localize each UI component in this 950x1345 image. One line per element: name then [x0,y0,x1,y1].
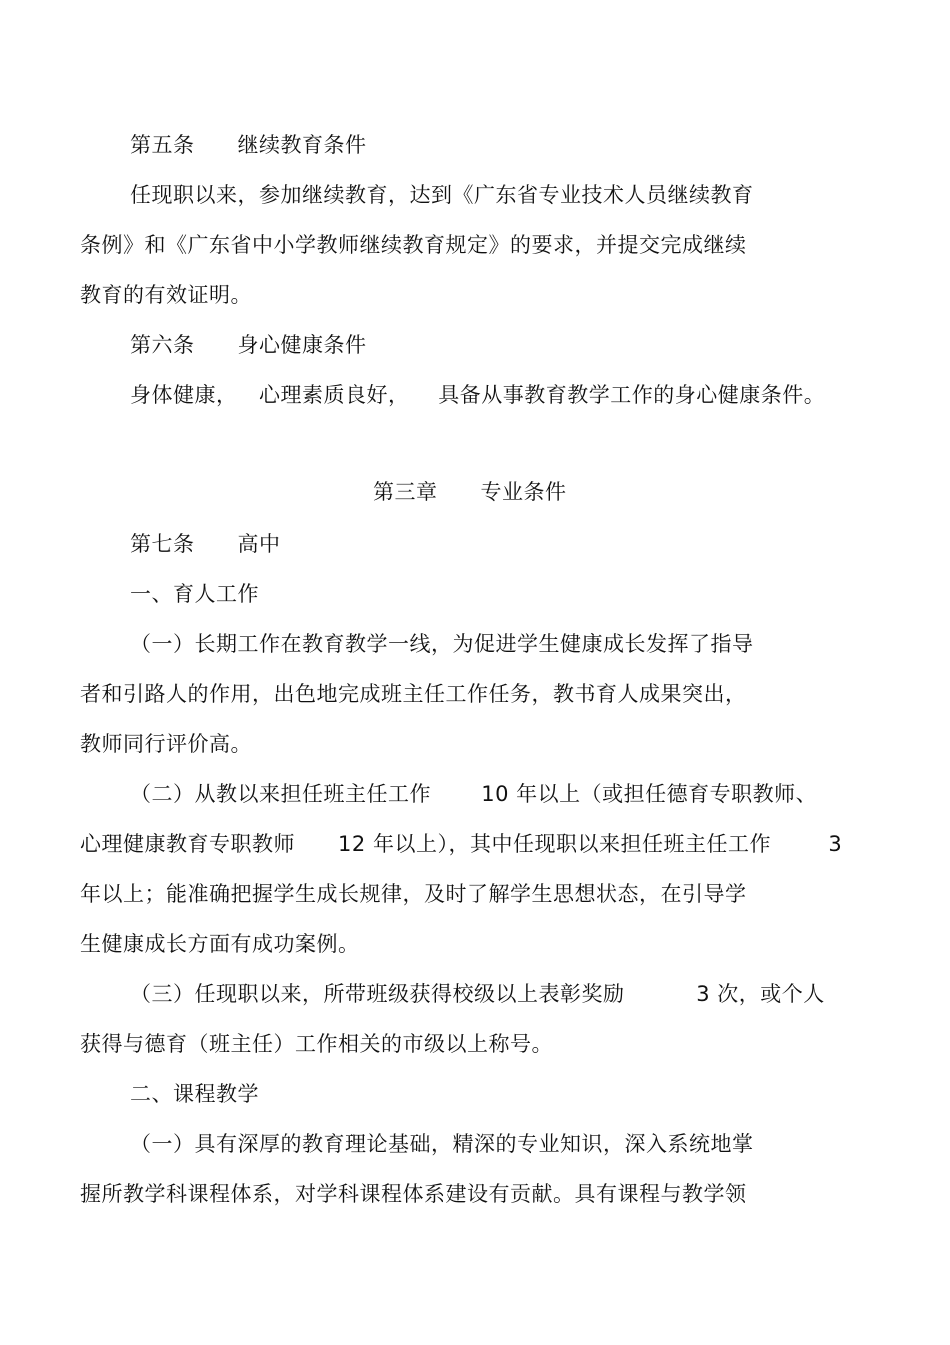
paragraph-line: 教育的有效证明。 [80,283,252,307]
paragraph-line: 握所教学科课程体系，对学科课程体系建设有贡献。具有课程与教学领 [80,1182,747,1206]
paragraph-line: 者和引路人的作用，出色地完成班主任工作任务，教书育人成果突出， [80,682,747,706]
paragraph-line: 教师同行评价高。 [80,732,252,756]
paragraph-line: 生健康成长方面有成功案例。 [80,932,360,956]
paragraph-line: （三）任现职以来，所带班级获得校级以上表彰奖励 3 次，或个人 [130,982,825,1006]
paragraph-line: （一）具有深厚的教育理论基础，精深的专业知识，深入系统地掌 [130,1132,754,1156]
paragraph-line: （一）长期工作在教育教学一线，为促进学生健康成长发挥了指导 [130,632,754,656]
paragraph-line: 心理健康教育专职教师 12 年以上），其中任现职以来担任班主任工作 3 [80,832,843,856]
article-7-heading: 第七条 高中 [130,532,281,556]
paragraph-line: 年以上；能准确把握学生成长规律，及时了解学生思想状态，在引导学 [80,882,747,906]
paragraph-line: 获得与德育（班主任）工作相关的市级以上称号。 [80,1032,553,1056]
section-heading: 一、育人工作 [130,582,259,606]
paragraph-line: （二）从教以来担任班主任工作 10 年以上（或担任德育专职教师、 [130,782,818,806]
paragraph-line: 任现职以来，参加继续教育，达到《广东省专业技术人员继续教育 [130,183,754,207]
article-6-heading: 第六条 身心健康条件 [130,333,367,357]
section-heading: 二、课程教学 [130,1082,259,1106]
chapter-3-heading: 第三章 专业条件 [373,480,567,504]
paragraph-line: 身体健康， 心理素质良好， 具备从事教育教学工作的身心健康条件。 [130,383,826,407]
paragraph-line: 条例》和《广东省中小学教师继续教育规定》的要求，并提交完成继续 [80,233,747,257]
article-5-heading: 第五条 继续教育条件 [130,133,367,157]
